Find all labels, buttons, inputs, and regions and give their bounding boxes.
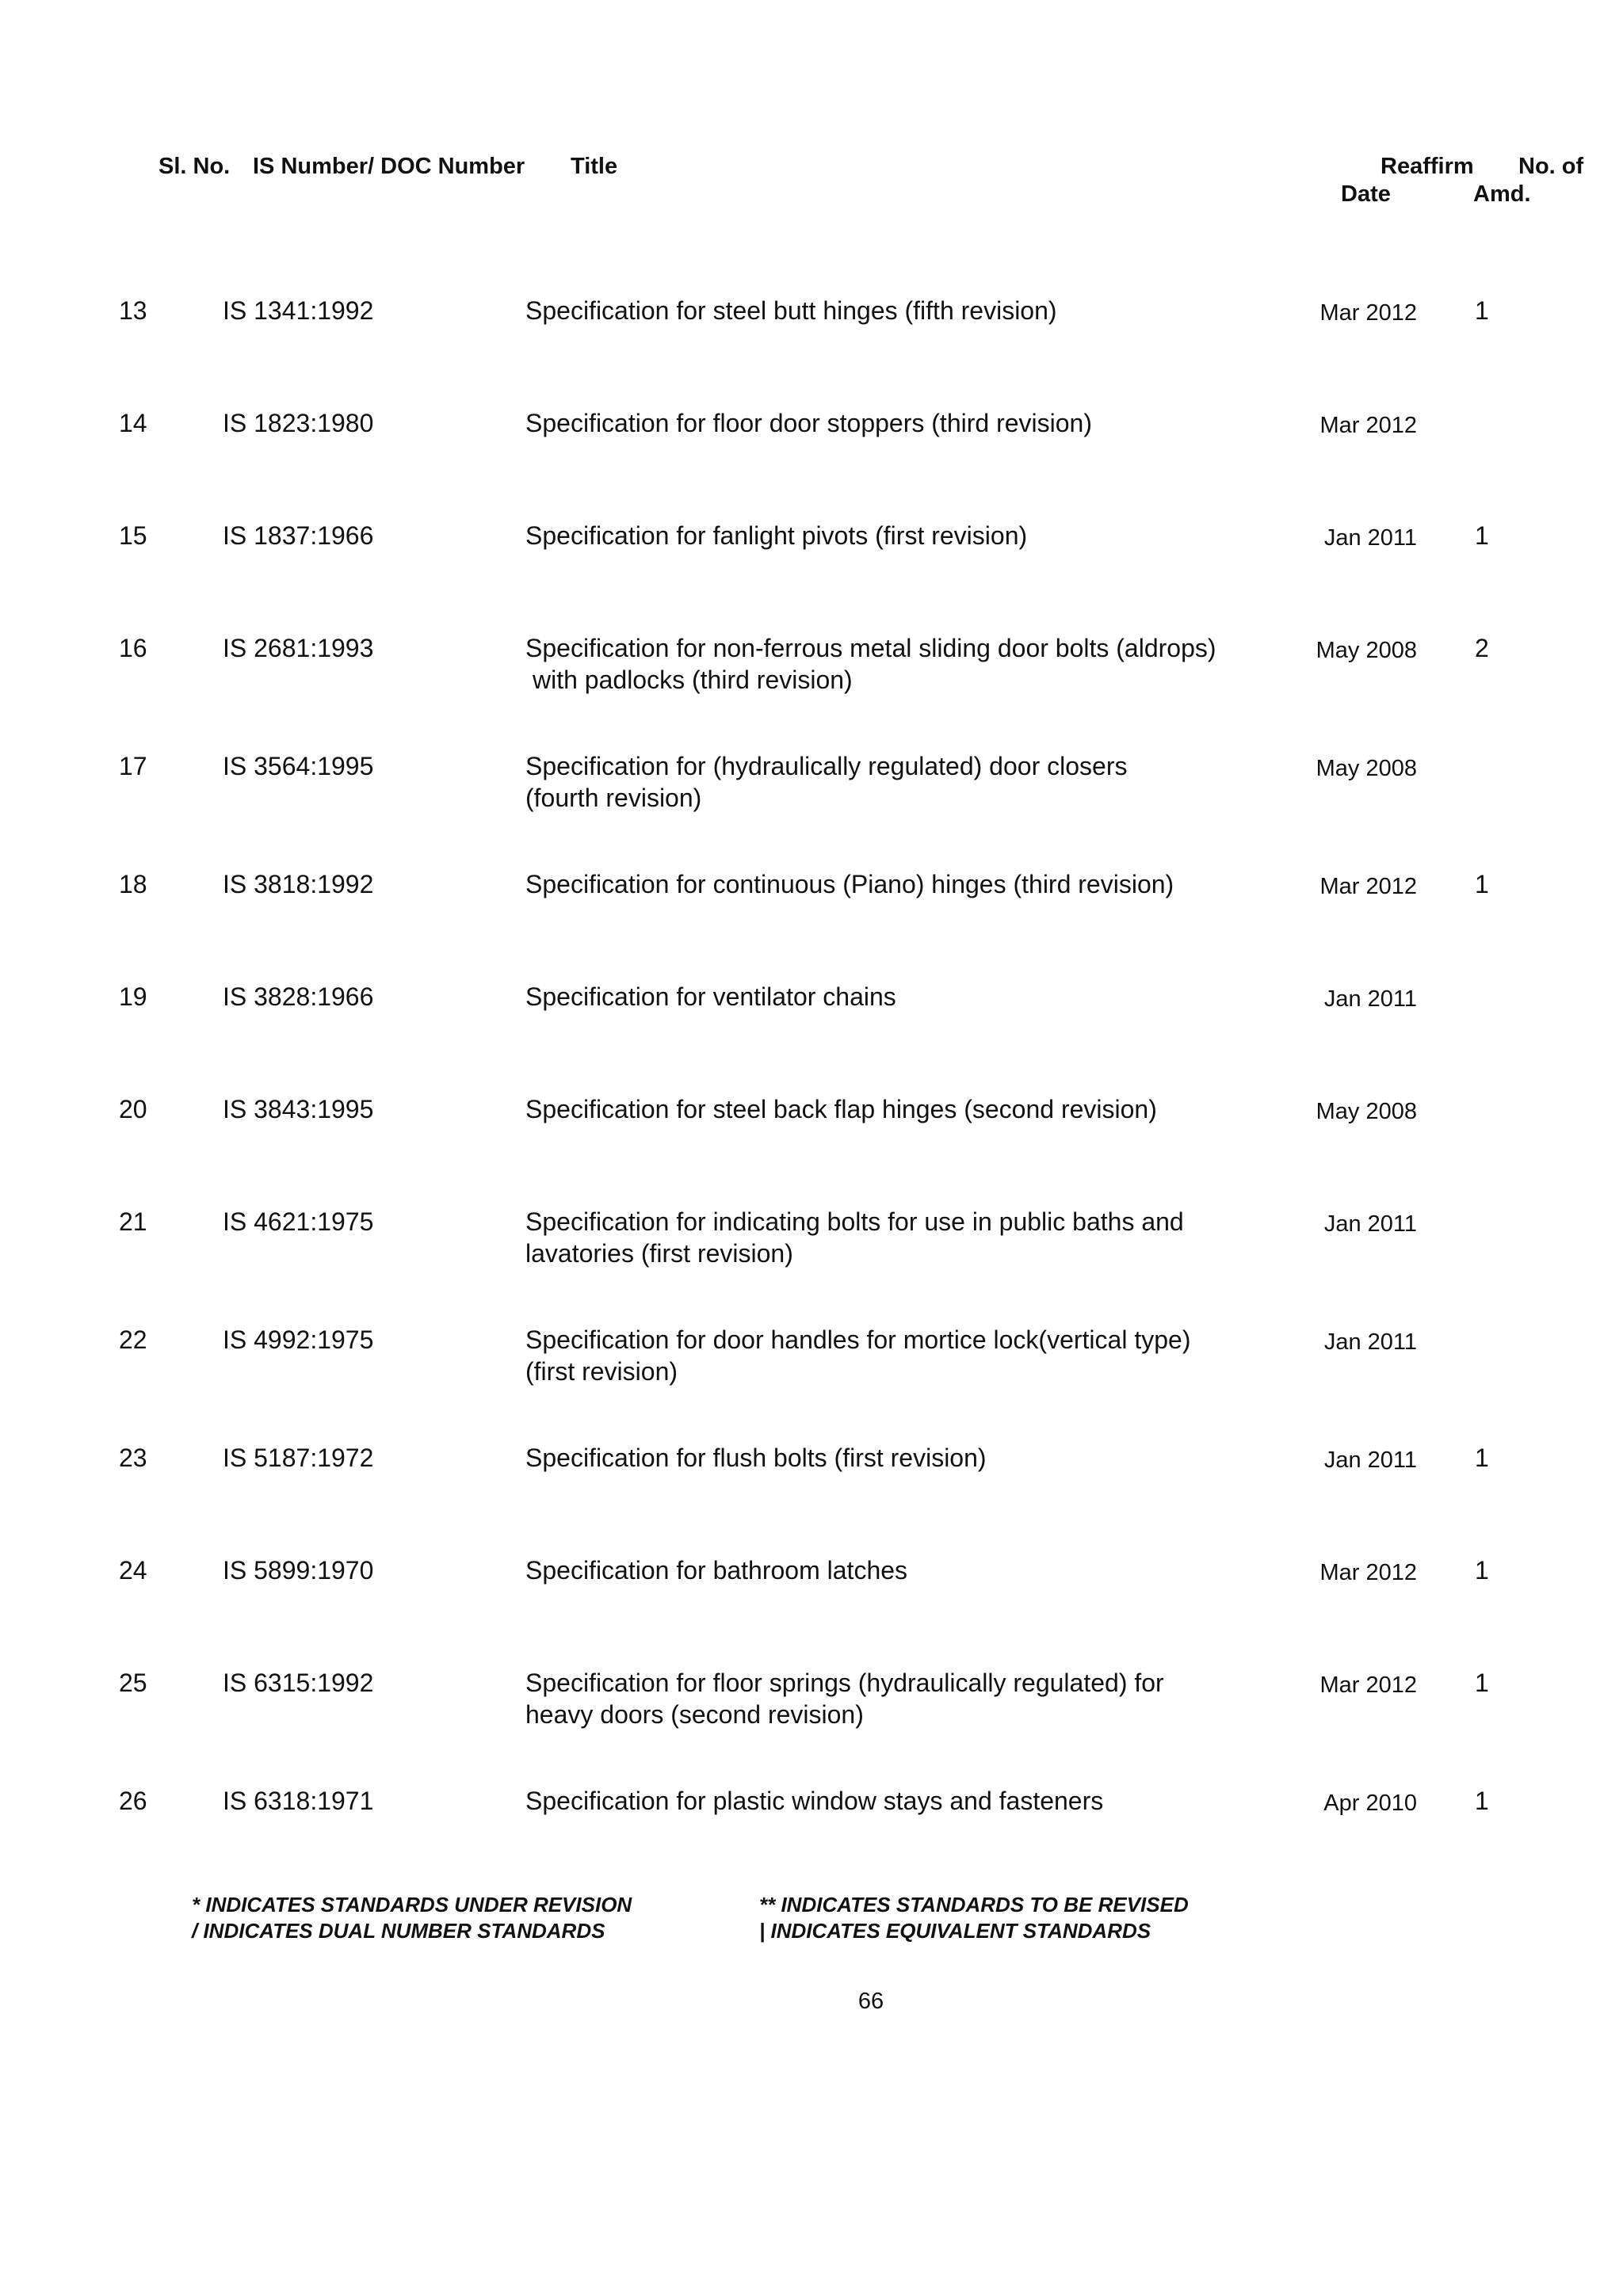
row-title-line: Specification for fanlight pivots (first revision) [525,521,1028,550]
row-title [525,632,1262,696]
row-sl-no: 14 [119,409,147,437]
row-reaffirm-date: Mar 2012 [1319,874,1417,899]
row-title-line: Specification for plastic window stays and fasteners [525,1787,1104,1815]
table-row [0,1093,1623,1157]
table-row [0,1667,1623,1730]
row-title-line: Specification for continuous (Piano) hinges (third revision) [525,870,1174,898]
row-title-line: heavy doors (second revision) [525,1700,864,1729]
row-title-line: Specification for non-ferrous metal sliding door bolts (aldrops) [525,634,1216,662]
row-sl-no: 26 [119,1787,147,1815]
row-reaffirm-date: Jan 2011 [1323,525,1417,551]
row-title-line: Specification for flush bolts (first revision) [525,1444,987,1472]
header-title: Title [571,154,618,179]
row-title-line: Specification for floor springs (hydraulically regulated) for [525,1669,1164,1697]
table-row [0,632,1623,696]
row-sl-no: 22 [119,1325,147,1354]
legend-under-revision: * INDICATES STANDARDS UNDER REVISION [192,1893,632,1917]
row-amendments: 1 [1475,1444,1489,1472]
row-title [525,750,1262,814]
table-row [0,295,1623,358]
row-is-number: IS 5899:1970 [223,1556,374,1585]
row-reaffirm-date: Jan 2011 [1323,1211,1417,1237]
row-is-number: IS 4621:1975 [223,1207,374,1236]
row-is-number: IS 1823:1980 [223,409,374,437]
table-row [0,1554,1623,1618]
header-no-of: No. of [1518,154,1584,179]
table-row [0,407,1623,471]
row-title-line: Specification for floor door stoppers (third revision) [525,409,1092,437]
page-number: 66 [857,1989,884,2014]
row-sl-no: 19 [119,982,147,1011]
row-sl-no: 17 [119,752,147,780]
row-title-line: with padlocks (third revision) [533,666,853,694]
row-title [525,868,1262,900]
row-title [525,981,1262,1013]
row-title [525,295,1262,326]
table-row [0,750,1623,814]
row-sl-no: 24 [119,1556,147,1585]
legend-dual-number: / INDICATES DUAL NUMBER STANDARDS [192,1919,605,1943]
row-is-number: IS 2681:1993 [223,634,374,662]
header-date: Date [1341,181,1391,207]
row-title-line: Specification for steel back flap hinges (second revision) [525,1095,1157,1123]
row-sl-no: 21 [119,1207,147,1236]
row-sl-no: 16 [119,634,147,662]
row-sl-no: 20 [119,1095,147,1123]
row-title [525,520,1262,551]
row-reaffirm-date: Apr 2010 [1323,1791,1417,1816]
row-is-number: IS 3818:1992 [223,870,374,898]
row-title [525,407,1262,439]
header-is-number: IS Number/ DOC Number [253,154,525,179]
row-reaffirm-date: Mar 2012 [1319,300,1417,326]
table-row [0,981,1623,1044]
row-reaffirm-date: May 2008 [1316,638,1417,663]
row-sl-no: 25 [119,1669,147,1697]
row-is-number: IS 5187:1972 [223,1444,374,1472]
row-title-line: Specification for ventilator chains [525,982,896,1011]
row-title-line: (fourth revision) [525,784,702,812]
row-reaffirm-date: Mar 2012 [1319,413,1417,438]
row-title-line: Specification for bathroom latches [525,1556,908,1585]
row-amendments: 1 [1475,870,1489,898]
header-amd: Amd. [1473,181,1531,207]
row-amendments: 2 [1475,634,1489,662]
row-amendments: 1 [1475,1556,1489,1585]
row-title-line: Specification for indicating bolts for use in public baths and [525,1207,1184,1236]
row-amendments: 1 [1475,1787,1489,1815]
row-sl-no: 13 [119,296,147,325]
row-title-line: Specification for (hydraulically regulated) door closers [525,752,1128,780]
row-sl-no: 15 [119,521,147,550]
row-title-line: Specification for steel butt hinges (fifth revision) [525,296,1057,325]
row-title [525,1093,1262,1125]
table-row [0,868,1623,932]
row-reaffirm-date: Jan 2011 [1323,1447,1417,1473]
row-title-line: lavatories (first revision) [525,1239,793,1268]
row-title-line: (first revision) [525,1357,678,1386]
row-amendments: 1 [1475,1669,1489,1697]
row-is-number: IS 4992:1975 [223,1325,374,1354]
header-reaffirm: Reaffirm [1381,154,1474,179]
row-title [525,1667,1262,1730]
row-amendments: 1 [1475,521,1489,550]
row-reaffirm-date: Jan 2011 [1323,1329,1417,1355]
row-is-number: IS 1837:1966 [223,521,374,550]
table-row [0,1785,1623,1848]
row-is-number: IS 6318:1971 [223,1787,374,1815]
row-title [525,1442,1262,1474]
row-is-number: IS 6315:1992 [223,1669,374,1697]
row-title [525,1324,1262,1387]
table-row [0,1442,1623,1505]
row-title-line: Specification for door handles for mortice lock(vertical type) [525,1325,1191,1354]
row-is-number: IS 3564:1995 [223,752,374,780]
row-reaffirm-date: Mar 2012 [1319,1560,1417,1585]
header-sl-no: Sl. No. [158,154,231,179]
row-title [525,1554,1262,1586]
row-is-number: IS 1341:1992 [223,296,374,325]
table-row [0,1206,1623,1269]
row-title [525,1206,1262,1269]
table-row [0,1324,1623,1387]
legend-to-be-revised: ** INDICATES STANDARDS TO BE REVISED [759,1893,1189,1917]
legend-equivalent: | INDICATES EQUIVALENT STANDARDS [759,1919,1151,1943]
row-amendments: 1 [1475,296,1489,325]
table-row [0,520,1623,583]
row-sl-no: 23 [119,1444,147,1472]
row-title [525,1785,1262,1817]
row-is-number: IS 3828:1966 [223,982,374,1011]
row-reaffirm-date: May 2008 [1316,1099,1417,1124]
row-reaffirm-date: Mar 2012 [1319,1672,1417,1698]
row-reaffirm-date: May 2008 [1316,756,1417,781]
row-is-number: IS 3843:1995 [223,1095,374,1123]
row-reaffirm-date: Jan 2011 [1323,986,1417,1012]
row-sl-no: 18 [119,870,147,898]
